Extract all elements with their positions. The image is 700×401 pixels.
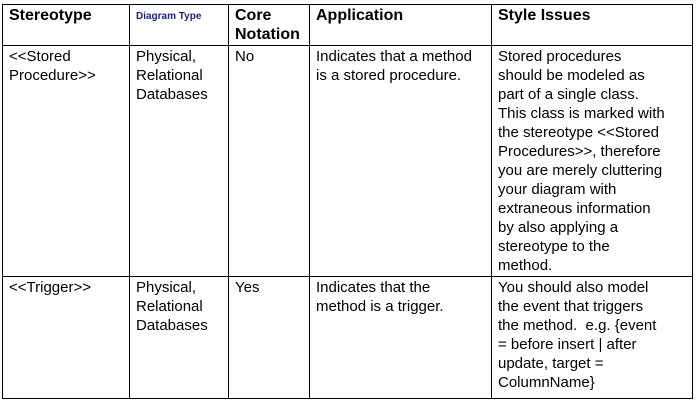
header-stereotype: Stereotype xyxy=(3,5,130,46)
cell-core-notation: Yes xyxy=(229,277,310,399)
cell-stereotype: <<Stored Procedure>> xyxy=(3,46,130,277)
cell-style-issues: Stored procedures should be modeled as part of a single class. This class is marked with the stereotype <<Stored Procedures>>, therefore you are merely cluttering your diagram with extraneous information by also applying a stereotype to the method. xyxy=(492,46,693,277)
table-row xyxy=(3,46,693,277)
cell-core-notation: No xyxy=(229,46,310,277)
cell-application: Indicates that a method is a stored procedure. xyxy=(310,46,492,277)
cell-style-issues: You should also model the event that triggers the method. e.g. {event = before insert | after update, target = ColumnName} xyxy=(492,277,693,399)
header-row xyxy=(3,5,693,46)
header-application: Application xyxy=(310,5,492,46)
table-row xyxy=(3,277,693,399)
cell-application: Indicates that the method is a trigger. xyxy=(310,277,492,399)
stereotype-table xyxy=(2,4,693,399)
header-core-notation: Core Notation xyxy=(229,5,310,46)
cell-stereotype: <<Trigger>> xyxy=(3,277,130,399)
header-style-issues: Style Issues xyxy=(492,5,693,46)
cell-diagram-type: Physical, Relational Databases xyxy=(130,277,229,399)
header-diagram-type: Diagram Type xyxy=(130,5,229,46)
cell-diagram-type: Physical, Relational Databases xyxy=(130,46,229,277)
